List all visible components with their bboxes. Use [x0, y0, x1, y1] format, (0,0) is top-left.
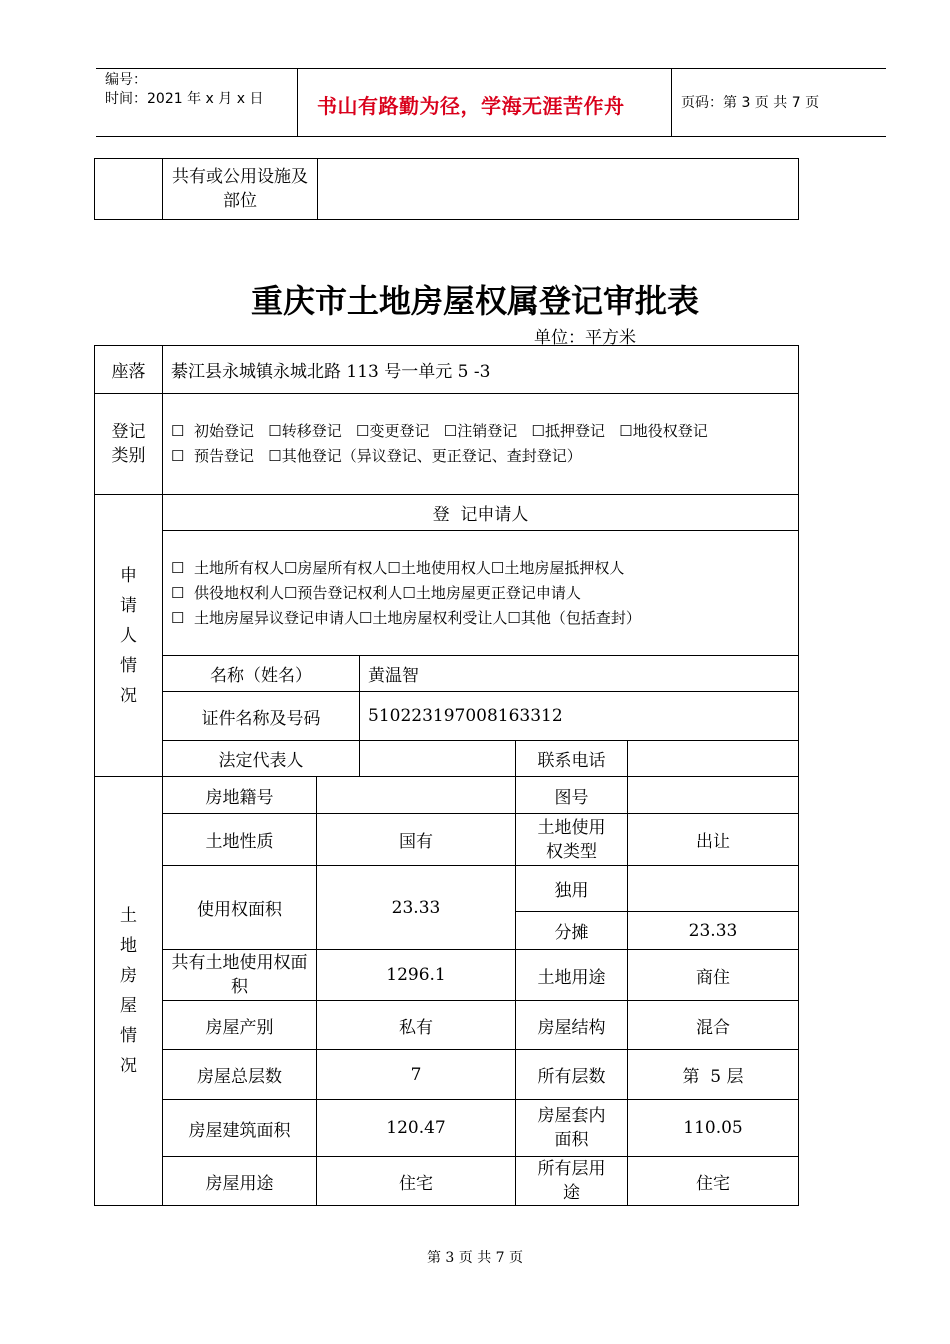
location-value: 綦江县永城镇永城北路 113 号一单元 5 -3	[163, 346, 799, 394]
reg-type-label: 登记类别	[95, 394, 163, 495]
land-section-label	[95, 777, 163, 1206]
header-page-label: 页码：第 3 页 共 7 页	[681, 95, 820, 111]
applicant-section-text: 申请人情况	[120, 565, 137, 706]
facilities-table	[94, 158, 799, 220]
exclusive-label: 独用	[516, 866, 628, 912]
legal-rep-value	[360, 741, 516, 777]
structure-value: 混合	[628, 1001, 799, 1050]
land-right-type-label: 土地使用权类型	[516, 814, 628, 866]
applicant-id-label: 证件名称及号码	[163, 692, 360, 741]
building-area-value: 120.47	[317, 1100, 516, 1157]
location-label: 座落	[95, 346, 163, 394]
property-type-value: 私有	[317, 1001, 516, 1050]
use-area-value: 23.33	[317, 866, 516, 950]
header-number-label: 编号：	[105, 72, 147, 88]
total-floors-label: 房屋总层数	[163, 1050, 317, 1100]
use-area-label: 使用权面积	[163, 866, 317, 950]
cadastral-no-value	[317, 777, 516, 814]
applicant-type-line-1: ☐ 土地所有权人☐房屋所有权人☐土地使用权人☐土地房屋抵押权人	[171, 558, 625, 577]
facilities-value	[318, 159, 799, 220]
inner-area-value: 110.05	[628, 1100, 799, 1157]
inner-area-label: 房屋套内面积	[516, 1100, 628, 1157]
legal-rep-label: 法定代表人	[163, 741, 360, 777]
reg-type-options	[163, 394, 799, 495]
page-title: 重庆市土地房屋权属登记审批表	[250, 282, 699, 320]
applicant-type-options	[163, 531, 799, 656]
header-divider-2	[671, 68, 672, 136]
house-use-label: 房屋用途	[163, 1157, 317, 1206]
house-use-value: 住宅	[317, 1157, 516, 1206]
applicant-type-line-3: ☐ 土地房屋异议登记申请人☐土地房屋权利受让人☐其他（包括查封）	[171, 608, 641, 627]
applicant-section-label	[95, 495, 163, 777]
property-type-label: 房屋产别	[163, 1001, 317, 1050]
total-floors-value: 7	[317, 1050, 516, 1100]
header-motto: 书山有路勤为径，学海无涯苦作舟	[317, 94, 625, 118]
land-nature-value: 国有	[317, 814, 516, 866]
land-right-type-value: 出让	[628, 814, 799, 866]
map-no-label: 图号	[516, 777, 628, 814]
common-land-area-value: 1296.1	[317, 950, 516, 1001]
applicant-id-value: 510223197008163312	[360, 692, 799, 741]
header-bottom-rule	[96, 136, 886, 137]
floor-label: 所有层数	[516, 1050, 628, 1100]
land-nature-label: 土地性质	[163, 814, 317, 866]
unit-label: 单位：平方米	[534, 328, 636, 348]
applicant-type-line-2: ☐ 供役地权利人☐预告登记权利人☐土地房屋更正登记申请人	[171, 583, 581, 602]
map-no-value	[628, 777, 799, 814]
reg-type-line-1: ☐ 初始登记 ☐转移登记 ☐变更登记 ☐注销登记 ☐抵押登记 ☐地役权登记	[171, 422, 708, 440]
common-land-area-label: 共有土地使用权面积	[163, 950, 317, 1001]
phone-value	[628, 741, 799, 777]
shared-label: 分摊	[516, 912, 628, 950]
facilities-label: 共有或公用设施及部位	[163, 159, 318, 220]
phone-label: 联系电话	[516, 741, 628, 777]
header-top-rule	[96, 68, 886, 69]
land-use-value: 商住	[628, 950, 799, 1001]
page-footer: 第 3 页 共 7 页	[426, 1250, 524, 1266]
header-divider-1	[297, 68, 298, 136]
facilities-blank-cell	[95, 159, 163, 220]
land-section-text: 土地房屋情况	[120, 906, 137, 1076]
applicant-subheader: 登 记申请人	[163, 495, 799, 531]
structure-label: 房屋结构	[516, 1001, 628, 1050]
land-use-label: 土地用途	[516, 950, 628, 1001]
exclusive-value	[628, 866, 799, 912]
applicant-name-label: 名称（姓名）	[163, 656, 360, 692]
shared-value: 23.33	[628, 912, 799, 950]
cadastral-no-label: 房地籍号	[163, 777, 317, 814]
applicant-name-value: 黄温智	[360, 656, 799, 692]
registration-form-table	[94, 345, 799, 1206]
floor-use-label: 所有层用途	[516, 1157, 628, 1206]
reg-type-line-2: ☐ 预告登记 ☐其他登记（异议登记、更正登记、查封登记）	[171, 447, 582, 465]
header-time-label: 时间：2021 年 x 月 x 日	[105, 91, 264, 107]
floor-use-value: 住宅	[628, 1157, 799, 1206]
building-area-label: 房屋建筑面积	[163, 1100, 317, 1157]
floor-value: 第 5 层	[628, 1050, 799, 1100]
